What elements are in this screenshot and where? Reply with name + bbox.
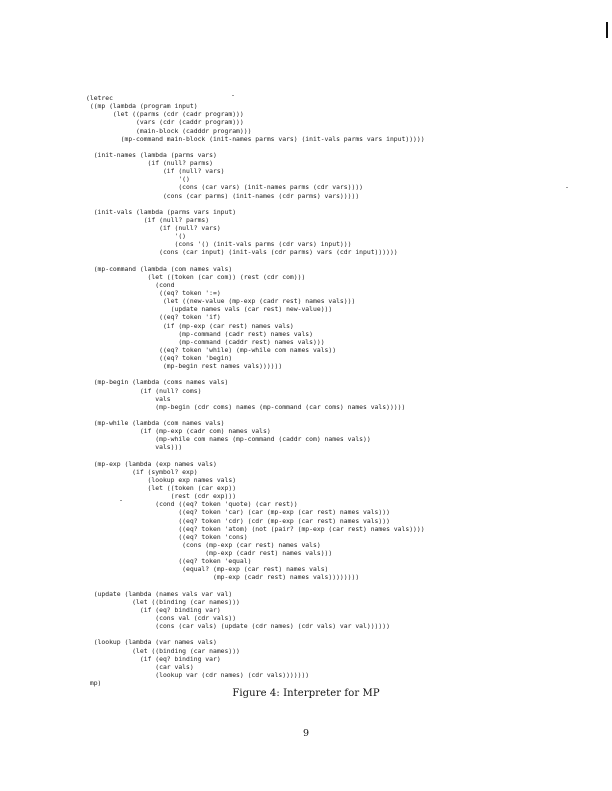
figure-caption: Figure 4: Interpreter for MP bbox=[232, 688, 380, 699]
scan-speck bbox=[566, 187, 568, 188]
code-listing: (letrec ((mp (lambda (program input) (let ((parms (cdr (cadr program))) (vars (cdr (caddr program))) (main-block (cadddr program))) (mp-command main-block (init-names parms vars) (init-vals parms vars input))))) (init-names (lambda (parms vars) (if (null? parms) (if (null? vars) '() (cons (car vars) (init-names parms (cdr vars)))) (cons (car parms) (init-names (cdr parms) vars))))) (init-vals (lambda (parms vars input) (if (null? parms) (if (null? vars) '() (cons '() (init-vals parms (cdr vars) input))) (cons (car input) (init-vals (cdr parms) vars (cdr input)))))) (mp-command (lambda (com names vals) (let ((token (car com)) (rest (cdr com))) (cond ((eq? token ':=) (let ((new-value (mp-exp (cadr rest) names vals))) (update names vals (car rest) new-value))) ((eq? token 'if) (if (mp-exp (car rest) names vals) (mp-command (cadr rest) names vals) (mp-command (caddr rest) names vals))) ((eq? token 'while) (mp-while com names vals)) ((eq? token 'begin) (mp-begin rest names vals)))))) (mp-begin (lambda (coms names vals) (if (null? coms) vals (mp-begin (cdr coms) names (mp-command (car coms) names vals))))) (mp-while (lambda (com names vals) (if (mp-exp (cadr com) names vals) (mp-while com names (mp-command (caddr com) names vals)) vals))) (mp-exp (lambda (exp names vals) (if (symbol? exp) (lookup exp names vals) (let ((token (car exp)) (rest (cdr exp))) (cond ((eq? token 'quote) (car rest)) ((eq? token 'car) (car (mp-exp (car rest) names vals))) ((eq? token 'cdr) (cdr (mp-exp (car rest) names vals))) ((eq? token 'atom) (not (pair? (mp-exp (car rest) names vals)))) ((eq? token 'cons) (cons (mp-exp (car rest) names vals) (mp-exp (cadr rest) names vals))) ((eq? token 'equal) (equal? (mp-exp (car rest) names vals) (mp-exp (cadr rest) names vals)))))))) (update (lambda (names vals var val) (let ((binding (car names))) (if (eq? binding var) (cons val (cdr vals)) (cons (car vals) (update (cdr names) (cdr vals) var val)))))) (lookup (lambda (var names vals) (let ((binding (car names))) (if (eq? binding var) (car vals) (lookup var (cdr names) (cdr vals))))))) mp) bbox=[86, 94, 425, 687]
page-number: 9 bbox=[302, 728, 310, 739]
page-edge-mark bbox=[606, 22, 608, 38]
